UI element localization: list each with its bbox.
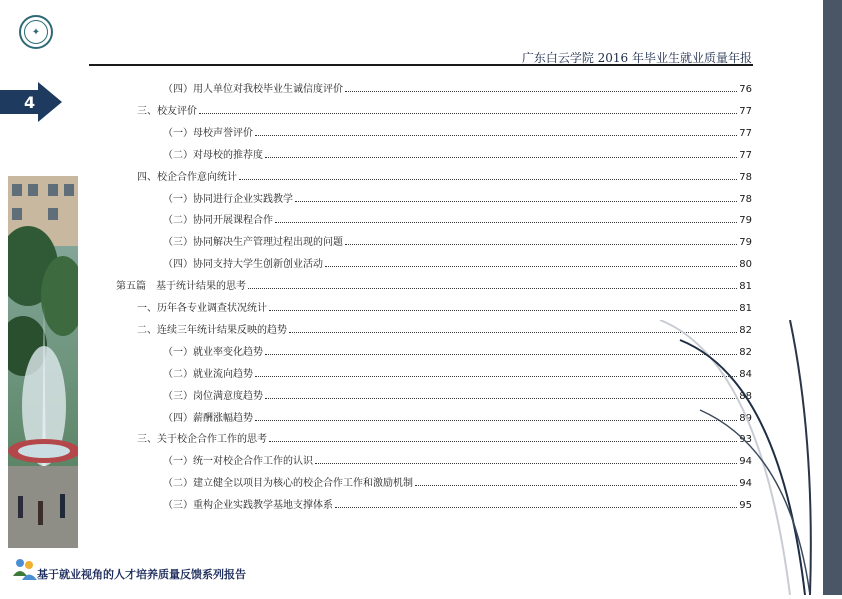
toc-entry[interactable] <box>137 165 752 183</box>
toc-entry[interactable] <box>163 77 752 95</box>
toc-entry-label: 一、历年各专业调查状况统计 <box>137 303 267 314</box>
toc-entry-label: （二）对母校的推荐度 <box>163 149 263 161</box>
toc-entry-page: 82 <box>739 324 752 336</box>
toc-leader-dots <box>248 287 737 289</box>
toc-entry-label: （二）就业流向趋势 <box>163 368 253 380</box>
toc-entry-page: 89 <box>739 412 752 424</box>
report-header-title: 广东白云学院 2016 年毕业生就业质量年报 <box>521 51 752 65</box>
toc-entry-page: 94 <box>739 456 752 468</box>
toc-entry-page: 84 <box>739 368 752 380</box>
toc-entry-page: 77 <box>739 127 752 139</box>
toc-leader-dots <box>345 243 737 245</box>
people-icon <box>12 556 38 582</box>
toc-leader-dots <box>265 156 737 158</box>
toc-leader-dots <box>199 112 737 114</box>
toc-entry-page: 78 <box>739 193 752 205</box>
toc-entry-label: 二、连续三年统计结果反映的趋势 <box>137 324 287 336</box>
toc-entry-page: 77 <box>739 105 752 117</box>
toc-entry-page: 81 <box>739 303 752 314</box>
toc-entry-page: 80 <box>739 259 752 271</box>
toc-entry-label: （一）就业率变化趋势 <box>163 346 263 358</box>
toc-leader-dots <box>255 134 737 136</box>
toc-entry[interactable] <box>163 252 752 270</box>
toc-entry-label: （四）用人单位对我校毕业生诚信度评价 <box>163 84 343 95</box>
toc-entry-label: （二）建立健全以项目为核心的校企合作工作和激励机制 <box>163 478 413 490</box>
toc-entry[interactable] <box>163 143 752 161</box>
toc-entry-label: （一）统一对校企合作工作的认识 <box>163 456 313 468</box>
toc-entry[interactable] <box>163 121 752 139</box>
toc-entry-label: （一）母校声誉评价 <box>163 127 253 139</box>
toc-entry[interactable] <box>116 274 752 292</box>
toc-entry-page: 79 <box>739 237 752 249</box>
toc-entry-label: （三）重构企业实践教学基地支撑体系 <box>163 500 333 512</box>
toc-entry[interactable] <box>137 99 752 117</box>
toc-entry-label: 三、校友评价 <box>137 105 197 117</box>
toc-leader-dots <box>239 178 737 180</box>
toc-entry-label: 三、关于校企合作工作的思考 <box>137 434 267 446</box>
toc-entry-page: 78 <box>739 171 752 183</box>
toc-entry-label: （四）薪酬涨幅趋势 <box>163 412 253 424</box>
toc-entry-page: 79 <box>739 215 752 227</box>
toc-entry-page: 88 <box>739 390 752 402</box>
toc-entry-label: （三）协同解决生产管理过程出现的问题 <box>163 237 343 249</box>
toc-entry-page: 94 <box>739 478 752 490</box>
toc-entry-label: 四、校企合作意向统计 <box>137 171 237 183</box>
toc-entry-page: 77 <box>739 149 752 161</box>
toc-leader-dots <box>295 200 737 202</box>
decorative-curves <box>640 320 823 595</box>
toc-entry-label: （二）协同开展课程合作 <box>163 215 273 227</box>
toc-entry[interactable] <box>163 230 752 248</box>
toc-entry-label: （三）岗位满意度趋势 <box>163 390 263 402</box>
toc-entry-page: 95 <box>739 500 752 512</box>
toc-entry-page: 76 <box>739 84 752 95</box>
toc-entry-page: 82 <box>739 346 752 358</box>
toc-entry-page: 81 <box>739 281 752 293</box>
toc-leader-dots <box>345 90 737 92</box>
toc-entry-label: 第五篇 基于统计结果的思考 <box>116 281 246 293</box>
toc-leader-dots <box>325 265 737 267</box>
toc-entry-page: 93 <box>739 434 752 446</box>
toc-entry-label: （一）协同进行企业实践教学 <box>163 193 293 205</box>
toc-entry[interactable] <box>137 296 752 314</box>
toc-entry[interactable] <box>163 187 752 205</box>
toc-leader-dots <box>269 309 737 311</box>
page-number: 4 <box>24 93 36 112</box>
toc-entry-label: （四）协同支持大学生创新创业活动 <box>163 259 323 271</box>
footer-series-title: 基于就业视角的人才培养质量反馈系列报告 <box>37 568 246 581</box>
university-seal-icon: ✦ <box>19 15 53 49</box>
toc-entry[interactable] <box>163 208 752 226</box>
toc-leader-dots <box>275 221 737 223</box>
